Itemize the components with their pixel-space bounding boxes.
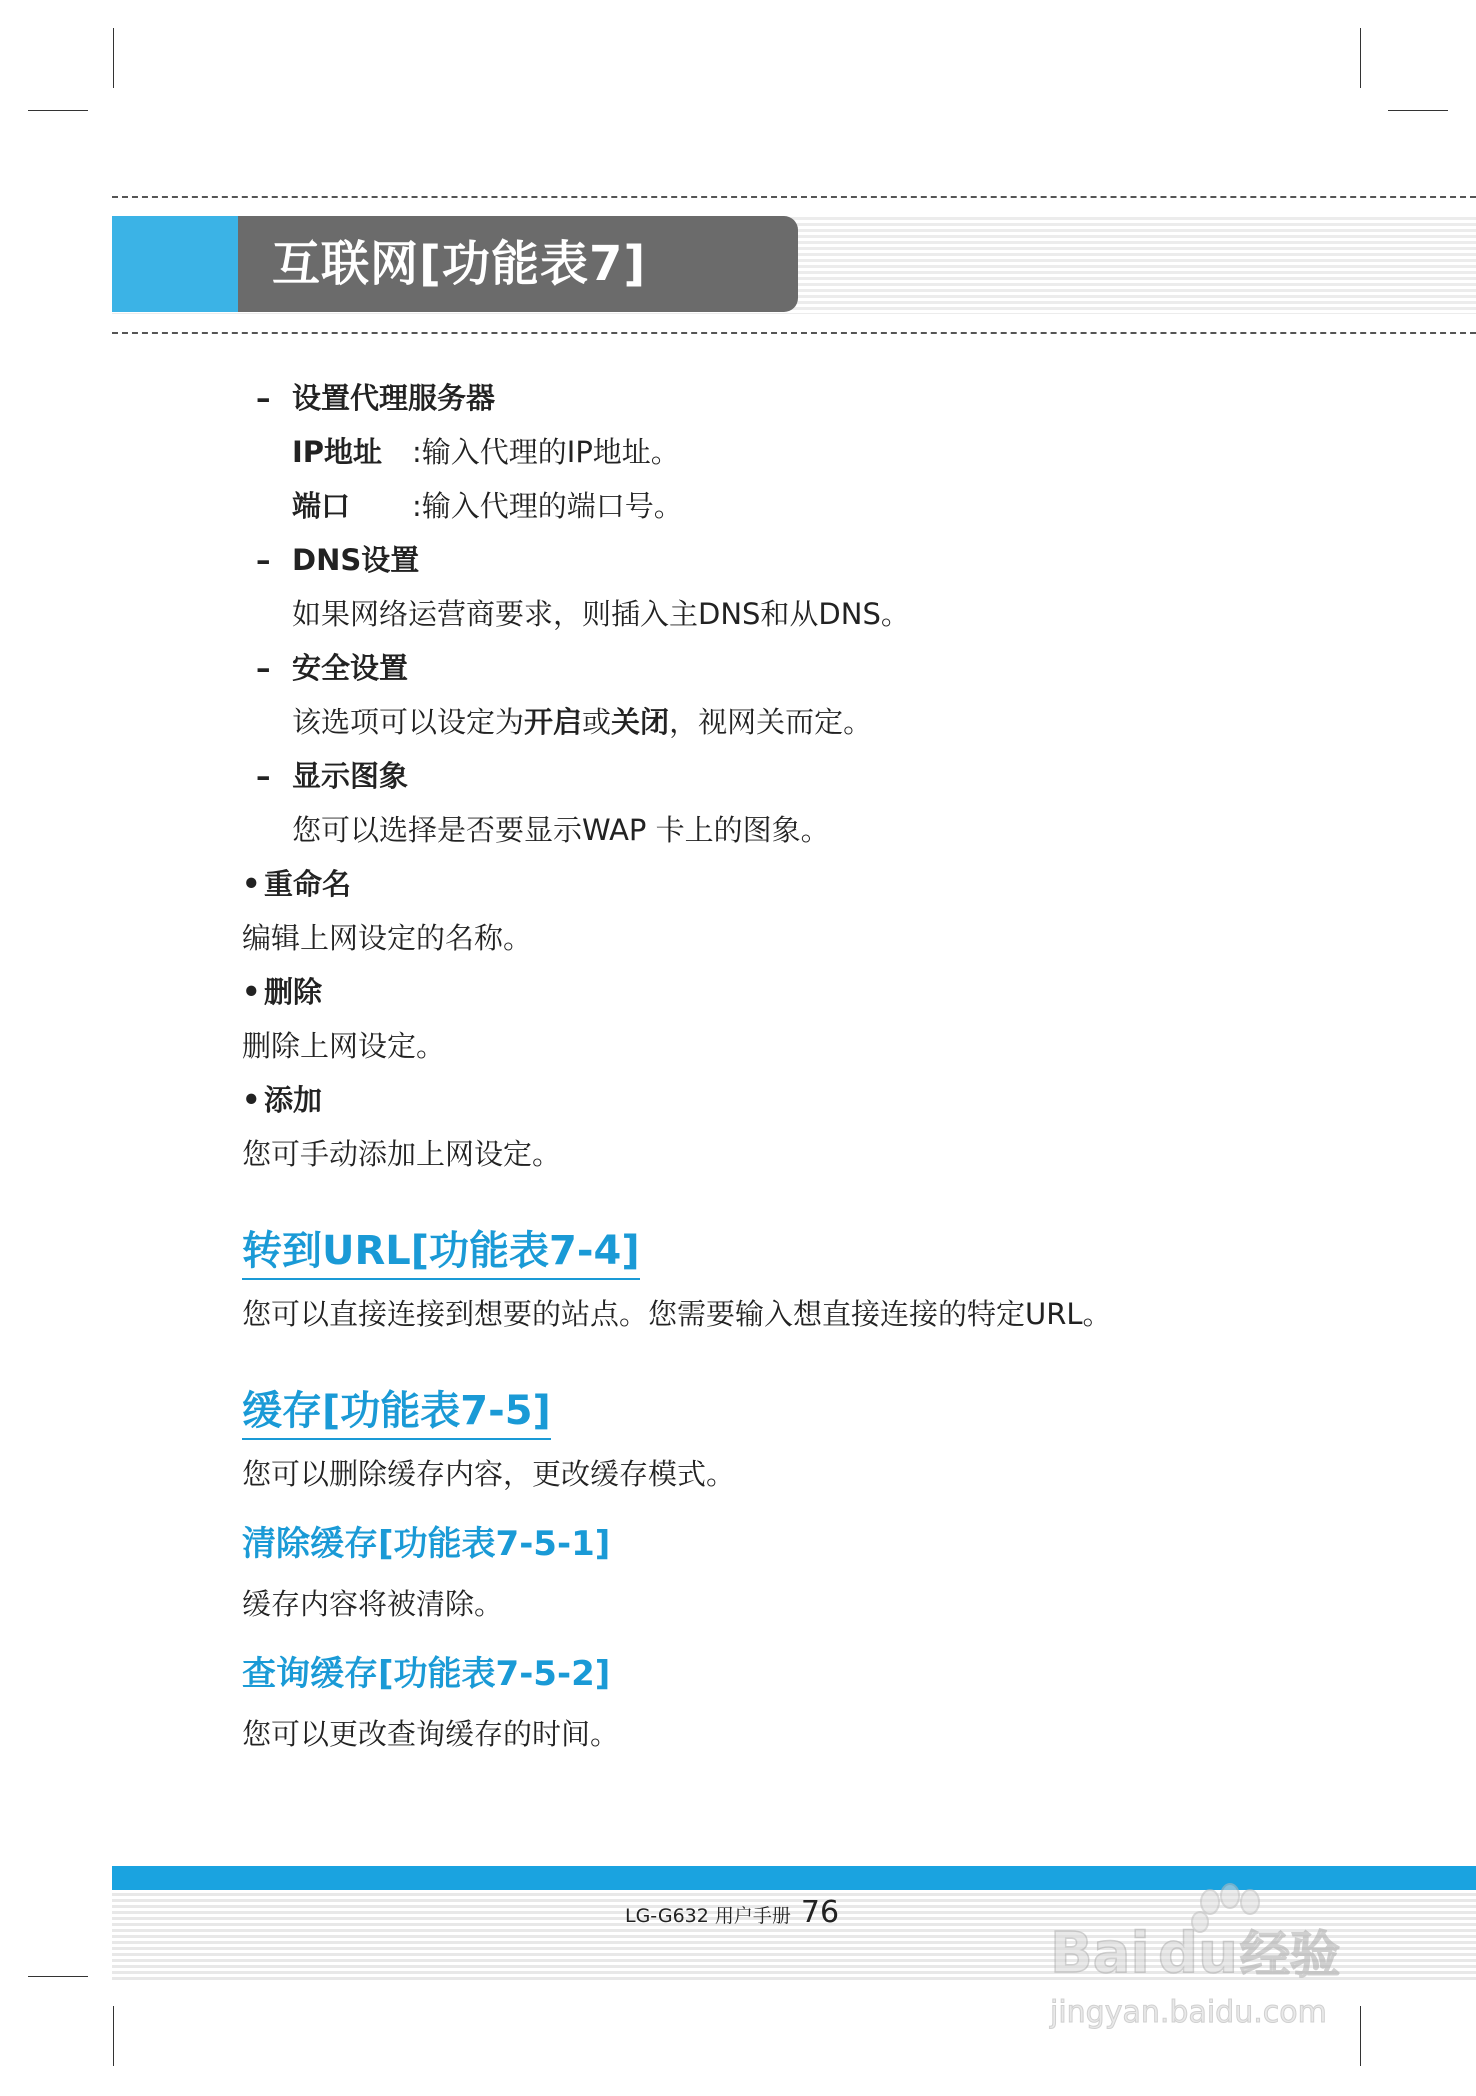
cache-text: 您可以删除缓存内容，更改缓存模式。 <box>242 1457 736 1491</box>
proxy-port-value: :输入代理的端口号。 <box>412 489 683 523</box>
goto-url-title: 转到URL[功能表7-4] <box>242 1226 640 1280</box>
on-label: 开启 <box>524 705 583 739</box>
cache-title: 缓存[功能表7-5] <box>242 1386 551 1440</box>
goto-url-text: 您可以直接连接到想要的站点。您需要输入想直接连接的特定URL。 <box>242 1297 1112 1331</box>
add-text: 您可手动添加上网设定。 <box>242 1137 562 1171</box>
proxy-ip-key: IP地址 <box>292 435 383 469</box>
delete-heading: • 删除 <box>242 975 323 1009</box>
check-cache-text: 您可以更改查询缓存的时间。 <box>242 1717 620 1751</box>
security-text: 该选项可以设定为开启或关闭，视网关而定。 <box>292 705 873 739</box>
proxy-ip-row <box>292 432 680 472</box>
crop-mark <box>1360 28 1361 88</box>
watermark-brand-a: Bai <box>1050 1921 1150 1986</box>
add-heading: • 添加 <box>242 1083 323 1117</box>
crop-mark <box>113 2006 114 2066</box>
page-number: 76 <box>800 1895 840 1930</box>
show-images-text: 您可以选择是否要显示WAP 卡上的图象。 <box>292 813 830 847</box>
delete-text: 删除上网设定。 <box>242 1029 446 1063</box>
crop-mark <box>1388 110 1448 111</box>
crop-mark <box>28 110 88 111</box>
watermark-brand-b: du <box>1158 1921 1238 1986</box>
proxy-port-key: 端口 <box>292 489 351 523</box>
header-blue-block <box>112 216 240 312</box>
watermark-url: jingyan.baidu.com <box>1050 1995 1327 2030</box>
security-heading: – 安全设置 <box>256 651 409 685</box>
clear-cache-title: 清除缓存[功能表7-5-1] <box>242 1524 611 1564</box>
header-dash-top <box>112 196 1476 198</box>
rename-heading: • 重命名 <box>242 867 352 901</box>
baidu-watermark <box>1040 1880 1400 2040</box>
off-label: 关闭 <box>611 705 670 739</box>
check-cache-title: 查询缓存[功能表7-5-2] <box>242 1654 611 1694</box>
header-dash-bottom <box>112 332 1476 334</box>
dns-heading: – DNS设置 <box>256 543 420 577</box>
proxy-port-row <box>292 486 683 526</box>
watermark-brand-c: 经验 <box>1240 1926 1340 1984</box>
rename-text: 编辑上网设定的名称。 <box>242 921 533 955</box>
crop-mark <box>28 1976 88 1977</box>
dns-text: 如果网络运营商要求，则插入主DNS和从DNS。 <box>292 597 910 631</box>
proxy-ip-value: :输入代理的IP地址。 <box>412 435 680 469</box>
proxy-heading: – 设置代理服务器 <box>256 381 496 415</box>
page-title: 互联网[功能表7] <box>272 236 647 292</box>
clear-cache-text: 缓存内容将被清除。 <box>242 1587 504 1621</box>
crop-mark <box>113 28 114 88</box>
show-images-heading: – 显示图象 <box>256 759 409 793</box>
footer-label: LG-G632 用户手册 76 <box>625 1895 840 1930</box>
